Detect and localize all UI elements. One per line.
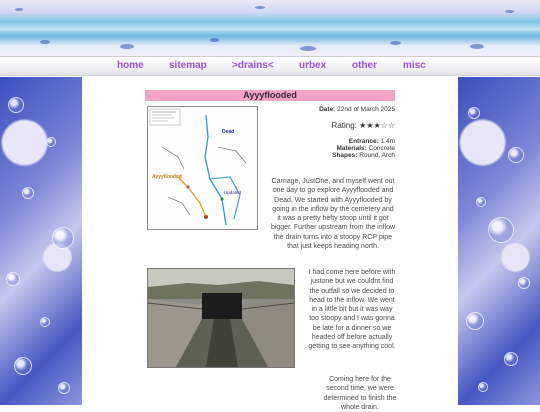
main-content <box>82 77 458 411</box>
page-title: Ayyyflooded <box>145 90 395 101</box>
left-decor-panel <box>0 77 82 405</box>
nav-bar <box>0 56 540 76</box>
date-line <box>319 106 395 113</box>
right-decor-panel <box>458 77 540 405</box>
materials-line <box>336 145 395 152</box>
nav-home-link[interactable]: home <box>117 60 144 71</box>
paragraph-3: Coming here for the second time, we were determined to finish the whole drain. <box>323 376 397 411</box>
header-banner <box>0 0 540 56</box>
rating-stars: ★★★☆☆ <box>359 121 395 130</box>
shapes-label: Shapes: <box>332 152 358 159</box>
nav-urbex-link[interactable]: urbex <box>299 60 327 71</box>
map-label-updated: Updated <box>224 190 242 195</box>
nav-drains-link[interactable]: >drains< <box>232 60 274 71</box>
materials-label: Materials: <box>336 145 367 152</box>
nav-misc-link[interactable]: misc <box>403 60 426 71</box>
rating-line <box>332 121 395 130</box>
drain-map-image[interactable] <box>147 106 258 230</box>
entrance-line <box>349 138 395 145</box>
date-value: 22nd of March 2025 <box>337 106 395 113</box>
nav-sitemap-link[interactable]: sitemap <box>169 60 207 71</box>
entrance-label: Entrance: <box>348 138 379 145</box>
date-label: Date: <box>319 106 336 113</box>
rating-label: Rating: <box>331 121 357 130</box>
drain-inflow-photo[interactable] <box>147 268 295 368</box>
entrance-value: 1.4m <box>380 138 395 145</box>
paragraph-1: Carnage, JustOne, and myself went out one day to go explore Ayyyflooded and Dead. We started with Ayyyflooded by going in the inflow by the cemetery and it was a pretty hefty stoop until it got bigger. Further upstream from the inflow the drain turns into a stoopy RCP pipe that just keeps heading north. <box>270 178 396 251</box>
nav-other-link[interactable]: other <box>352 60 377 71</box>
map-label-dead: Dead <box>222 129 235 135</box>
shapes-value: Round, Arch <box>359 152 395 159</box>
paragraph-2: I had come here before with justone but we couldnt find the outfall so we decided to head to the inflow. We went in a little bit but it was way too stoopy and I was gonna be late for a dinner so we headed off before actually getting to see anything cool. <box>308 269 396 351</box>
shapes-line <box>332 152 395 159</box>
map-label-ayyyflooded: Ayyyflooded <box>152 174 182 180</box>
materials-value: Concrete <box>368 145 395 152</box>
